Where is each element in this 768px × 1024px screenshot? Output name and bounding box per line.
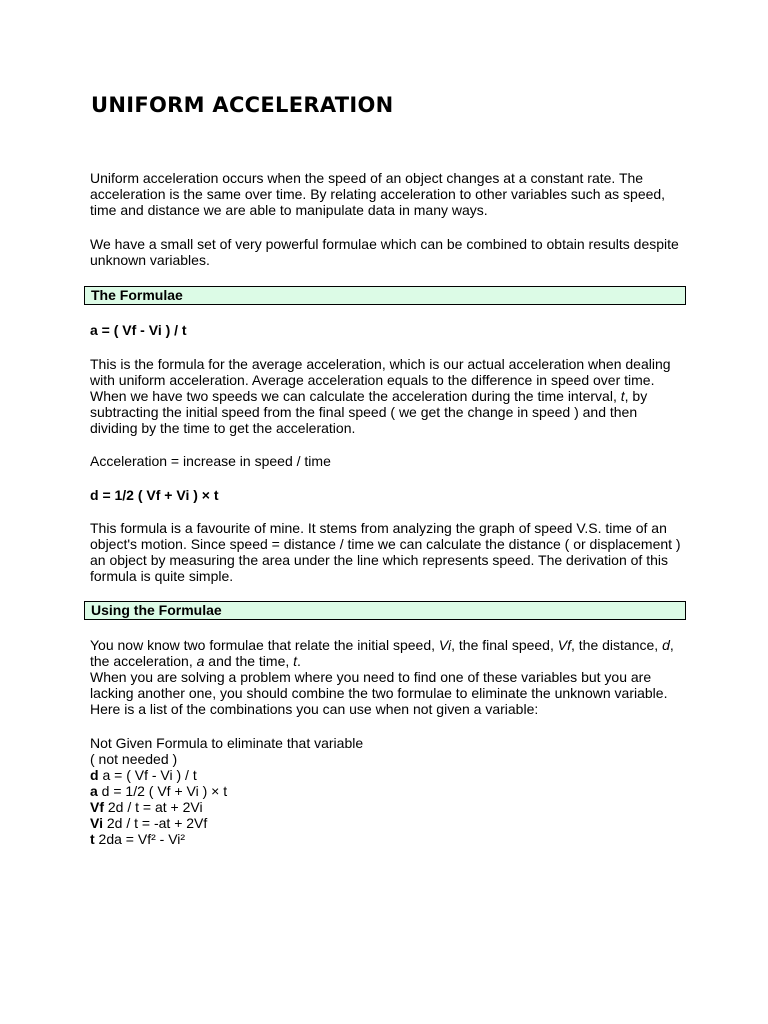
section-heading-using-formulae: Using the Formulae <box>84 601 686 620</box>
text-line: the acceleration, a and the time, t. <box>90 653 301 669</box>
table-row-formula: 2d / t = -at + 2Vf <box>102 815 208 831</box>
text-line: subtracting the initial speed from the final speed ( we get the change in speed ) and then <box>90 404 638 420</box>
text-line: When we have two speeds we can calculate the acceleration during the time interval, t, by <box>90 388 648 404</box>
text-line: acceleration is the same over time. By relating acceleration to other variables such as speed, <box>90 186 666 202</box>
using-formulae-paragraph <box>90 637 690 717</box>
text-line: You now know two formulae that relate the initial speed, Vi, the final speed, Vf, the distance, d, <box>90 637 674 653</box>
table-row-formula: d = 1/2 ( Vf + Vi ) × t <box>97 783 228 799</box>
table-row-variable: Vf <box>90 799 104 815</box>
table-row <box>90 799 690 815</box>
table-row-formula: 2d / t = at + 2Vi <box>104 799 203 815</box>
variable-t: t <box>620 388 625 404</box>
intro-paragraph <box>90 170 690 218</box>
table-row-variable: Vi <box>90 815 103 831</box>
text-line: This formula is a favourite of mine. It stems from analyzing the graph of speed V.S. time of an <box>90 520 667 536</box>
text-line: When you are solving a problem where you need to find one of these variables but you are <box>90 669 652 685</box>
formula-acceleration-description <box>90 356 690 436</box>
intro-paragraph-2 <box>90 236 690 268</box>
text-line: dividing by the time to get the acceleration. <box>90 420 356 436</box>
table-row-variable: d <box>90 767 99 783</box>
table-header: Not Given Formula to eliminate that variable <box>90 735 364 751</box>
table-row <box>90 783 690 799</box>
text-line: We have a small set of very powerful formulae which can be combined to obtain results despite <box>90 236 679 252</box>
text-line: an object by measuring the area under the line which represents speed. The derivation of this <box>90 552 668 568</box>
table-row <box>90 815 690 831</box>
formula-acceleration: a = ( Vf - Vi ) / t <box>90 322 187 338</box>
text-line: with uniform acceleration. Average acceleration equals to the difference in speed over time. <box>90 372 655 388</box>
formula-acceleration-words: Acceleration = increase in speed / time <box>90 453 331 469</box>
table-row-formula: a = ( Vf - Vi ) / t <box>98 767 197 783</box>
table-row <box>90 767 690 783</box>
table-header-note: ( not needed ) <box>90 751 178 767</box>
combinations-table <box>90 735 690 847</box>
text-line: lacking another one, you should combine the two formulae to eliminate the unknown variable. <box>90 685 668 701</box>
formula-distance: d = 1/2 ( Vf + Vi ) × t <box>90 487 219 503</box>
text-line: This is the formula for the average acceleration, which is our actual acceleration when dealing <box>90 356 671 372</box>
page-title: UNIFORM ACCELERATION <box>91 93 394 117</box>
text-line: formula is quite simple. <box>90 568 234 584</box>
table-row-variable: t <box>90 831 95 847</box>
formula-distance-description <box>90 520 690 584</box>
text-line: time and distance we are able to manipulate data in many ways. <box>90 202 488 218</box>
text-line: unknown variables. <box>90 252 210 268</box>
table-row-formula: 2da = Vf² - Vi² <box>94 831 186 847</box>
text-line: Here is a list of the combinations you can use when not given a variable: <box>90 701 539 717</box>
table-row <box>90 831 690 847</box>
section-heading-formulae: The Formulae <box>84 286 686 305</box>
text-line: object's motion. Since speed = distance / time we can calculate the distance ( or displacement ) <box>90 536 681 552</box>
text-line: Uniform acceleration occurs when the speed of an object changes at a constant rate. The <box>90 170 644 186</box>
table-row-variable: a <box>90 783 98 799</box>
